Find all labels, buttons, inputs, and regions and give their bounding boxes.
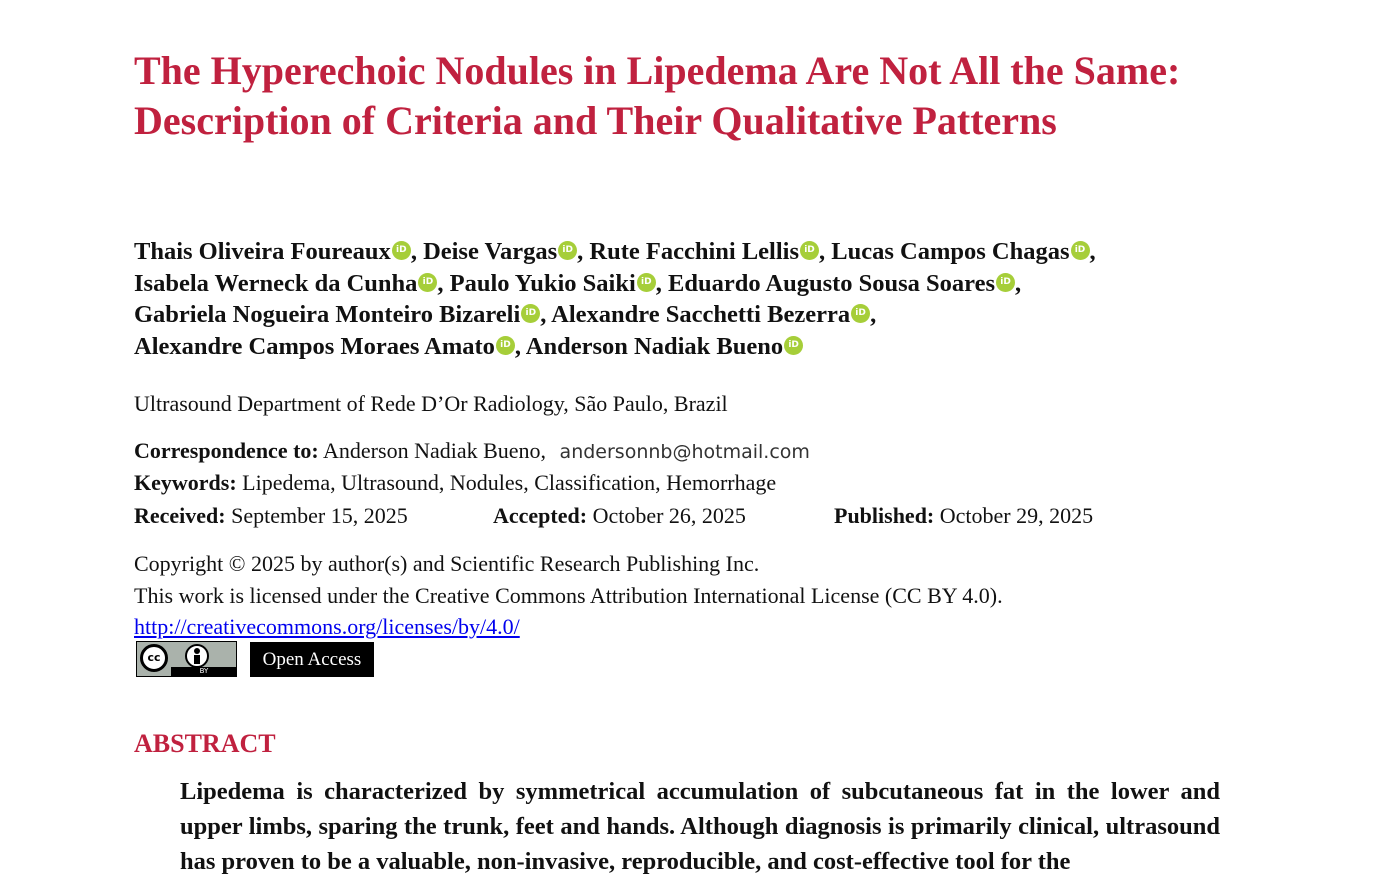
author-name: Isabela Werneck da Cunha <box>134 269 418 297</box>
cc-icon: cc <box>140 644 168 672</box>
author: Eduardo Augusto Sousa Soares iD , <box>668 269 1022 297</box>
abstract-heading: ABSTRACT <box>134 729 276 758</box>
orcid-icon[interactable]: iD <box>800 241 819 260</box>
license-link[interactable]: http://creativecommons.org/licenses/by/4.0/ <box>134 614 520 639</box>
received-value: September 15, 2025 <box>231 503 408 528</box>
correspondence-line <box>134 437 810 466</box>
author-name: Rute Facchini Lellis <box>589 238 799 265</box>
author: Lucas Campos Chagas iD , <box>831 238 1096 265</box>
author <box>134 333 515 360</box>
author-name: Anderson Nadiak Bueno <box>525 332 784 360</box>
author <box>450 270 656 297</box>
orcid-icon[interactable]: iD <box>784 336 803 355</box>
orcid-icon[interactable]: iD <box>1071 241 1090 260</box>
accepted-date <box>493 502 746 530</box>
author-name: Gabriela Nogueira Monteiro Bizareli <box>134 301 521 328</box>
author-name: Paulo Yukio Saiki <box>449 269 636 297</box>
author <box>134 301 540 328</box>
orcid-icon[interactable]: iD <box>392 241 411 260</box>
attribution-person-icon <box>185 644 209 668</box>
orcid-icon[interactable]: iD <box>637 273 656 292</box>
keywords-label: Keywords: <box>134 470 237 495</box>
orcid-icon[interactable]: iD <box>521 304 540 323</box>
accepted-label: Accepted: <box>493 503 588 528</box>
license-line: This work is licensed under the Creative Commons Attribution International License (CC BY 4.0). <box>134 582 1003 608</box>
orcid-icon[interactable]: iD <box>558 241 577 260</box>
received-label: Received: <box>134 503 226 528</box>
author <box>526 333 803 360</box>
published-label: Published: <box>834 503 935 528</box>
cc-by-license-icon[interactable] <box>136 641 237 677</box>
correspondence-label: Correspondence to: <box>134 438 319 463</box>
accepted-value: October 26, 2025 <box>592 503 746 528</box>
orcid-icon[interactable]: iD <box>996 273 1015 292</box>
correspondence-name: Anderson Nadiak Bueno, <box>323 438 547 463</box>
author <box>423 238 577 265</box>
article-title: The Hyperechoic Nodules in Lipedema Are Not All the Same: Description of Criteria and Their Qualitative Patterns <box>134 48 1181 143</box>
abstract-text: Lipedema is characterized by symmetrical accumulation of subcutaneous fat in the lower and upper limbs, sparing the trunk, feet and hands. Although diagnosis is primarily clinical, ultrasound has proven to be a valuable, non-invasive, reproducible, and cost-effective tool for the <box>180 778 1220 875</box>
orcid-icon[interactable]: iD <box>496 336 515 355</box>
author-name: Deise Vargas <box>423 238 558 265</box>
author-name: Thais Oliveira Foureaux <box>134 238 391 265</box>
orcid-icon[interactable]: iD <box>851 304 870 323</box>
published-date <box>834 502 1093 530</box>
orcid-icon[interactable]: iD <box>418 273 437 292</box>
author <box>589 238 819 265</box>
author-name: Alexandre Campos Moraes Amato <box>134 332 495 360</box>
open-access-badge: Open Access <box>250 642 374 677</box>
author-name: Alexandre Sacchetti Bezerra <box>551 301 851 328</box>
keywords-line <box>134 469 776 497</box>
correspondence-email[interactable]: andersonnb@hotmail.com <box>559 441 810 463</box>
copyright-line: Copyright © 2025 by author(s) and Scientific Research Publishing Inc. <box>134 551 760 576</box>
by-label: BY <box>171 667 237 676</box>
author: Alexandre Sacchetti Bezerra iD , <box>551 301 877 328</box>
author-list: Thais Oliveira Foureaux iD , Deise Vargas iD , Rute Facchini Lellis iD , Lucas Campos Chagas iD , Isabela Werneck da Cunha iD , Paulo Yukio Saiki iD , Eduardo Augusto Sousa Soares iD , Gabriela Nogueira Monteiro Bizareli iD , Alexandre Sacchetti Bezerra iD , Alexandre Campos Moraes Amato iD , Anderson Nadiak Bueno iD <box>134 238 1096 360</box>
published-value: October 29, 2025 <box>939 503 1094 528</box>
copyright-block <box>134 548 1003 643</box>
affiliation: Ultrasound Department of Rede D’Or Radiology, São Paulo, Brazil <box>134 391 728 416</box>
keywords-value: Lipedema, Ultrasound, Nodules, Classification, Hemorrhage <box>242 470 777 495</box>
author-name: Eduardo Augusto Sousa Soares <box>668 269 996 297</box>
received-date <box>134 502 408 530</box>
author-name: Lucas Campos Chagas <box>831 238 1070 265</box>
author <box>134 238 411 265</box>
author <box>134 270 437 297</box>
